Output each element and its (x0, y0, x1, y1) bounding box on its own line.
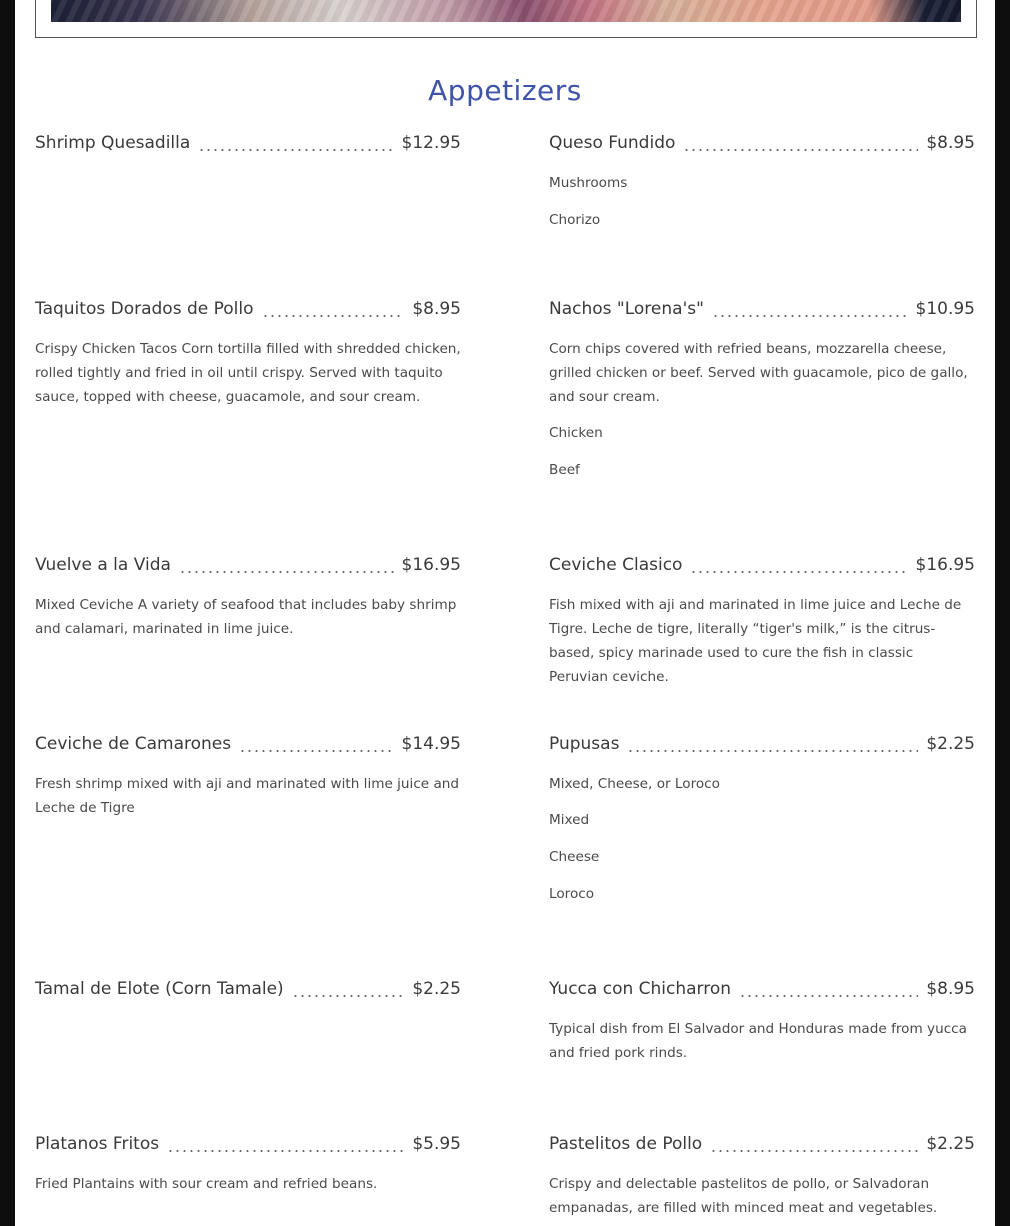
item-option: Cheese (549, 849, 600, 865)
item-name: Tamal de Elote (Corn Tamale) (35, 979, 284, 999)
item-name: Vuelve a la Vida (35, 555, 171, 575)
item-price: $8.95 (926, 133, 975, 153)
item-name: Ceviche Clasico (549, 555, 683, 575)
dot-leader (627, 739, 918, 753)
dot-leader (683, 138, 918, 152)
menu-item-taquitos (35, 299, 461, 409)
item-price: $10.95 (915, 299, 975, 319)
item-price: $8.95 (412, 299, 461, 319)
item-option: Chorizo (549, 212, 601, 228)
menu-page (15, 0, 995, 1226)
item-price: $2.25 (926, 1134, 975, 1154)
item-option: Beef (549, 462, 580, 478)
item-description: Mixed, Cheese, or Loroco (549, 776, 720, 792)
item-option: Mushrooms (549, 175, 628, 191)
dot-leader (198, 138, 393, 152)
item-price: $12.95 (401, 133, 461, 153)
item-description: Fish mixed with aji and marinated in lime juice and Leche de Tigre. Leche de tigre, literally “tiger's milk,” is the citrus-based, spicy marinade used to cure the fish in classic Peruvian ceviche. (549, 597, 962, 685)
dot-leader (167, 1139, 404, 1153)
menu-item-nachos (549, 299, 975, 495)
item-name: Pupusas (549, 734, 620, 754)
item-option: Chicken (549, 425, 603, 441)
dot-leader (292, 984, 405, 998)
item-price: $14.95 (401, 734, 461, 754)
dot-leader (262, 304, 405, 318)
item-option: Mixed (549, 812, 590, 828)
item-price: $5.95 (412, 1134, 461, 1154)
item-option: Loroco (549, 886, 595, 902)
item-description: Fresh shrimp mixed with aji and marinated with lime juice and Leche de Tigre (35, 776, 460, 816)
item-description: Typical dish from El Salvador and Honduras made from yucca and fried pork rinds. (549, 1021, 967, 1061)
dot-leader (710, 1139, 918, 1153)
menu-item-ceviche-de-camarones (35, 734, 461, 820)
dot-leader (239, 739, 393, 753)
menu-item-platanos-fritos (35, 1134, 461, 1196)
menu-item-vuelve-a-la-vida (35, 555, 461, 641)
item-price: $8.95 (926, 979, 975, 999)
item-description: Mixed Ceviche A variety of seafood that includes baby shrimp and calamari, marinated in lime juice. (35, 597, 457, 637)
menu-item-tamal-de-elote (35, 979, 461, 1003)
item-price: $16.95 (401, 555, 461, 575)
item-description: Corn chips covered with refried beans, mozzarella cheese, grilled chicken or beef. Served with guacamole, pico de gallo, and sour cream. (549, 341, 968, 405)
item-name: Shrimp Quesadilla (35, 133, 191, 153)
item-price: $16.95 (915, 555, 975, 575)
menu-item-yucca-con-chicharron (549, 979, 975, 1065)
item-name: Queso Fundido (549, 133, 676, 153)
item-name: Platanos Fritos (35, 1134, 160, 1154)
dot-leader (179, 560, 394, 574)
menu-item-pupusas (549, 734, 975, 919)
item-price: $2.25 (412, 979, 461, 999)
dot-leader (712, 304, 908, 318)
item-name: Taquitos Dorados de Pollo (35, 299, 254, 319)
item-description: Crispy Chicken Tacos Corn tortilla filled with shredded chicken, rolled tightly and fried in oil until crispy. Served with taquito sauce, topped with cheese, guacamole, and sour cream. (35, 341, 461, 405)
menu-item-ceviche-clasico (549, 555, 975, 689)
item-description: Fried Plantains with sour cream and refried beans. (35, 1176, 378, 1192)
section-title: Appetizers (428, 74, 582, 107)
item-name: Ceviche de Camarones (35, 734, 232, 754)
menu-item-pastelitos-de-pollo (549, 1134, 975, 1220)
item-name: Pastelitos de Pollo (549, 1134, 703, 1154)
menu-item-shrimp-quesadilla (35, 133, 461, 157)
item-description: Crispy and delectable pastelitos de pollo, or Salvadoran empanadas, are filled with minced meat and vegetables. (549, 1176, 938, 1216)
item-price: $2.25 (926, 734, 975, 754)
menu-item-queso-fundido (549, 133, 975, 245)
hero-food-image (51, 0, 961, 22)
hero-image-frame (35, 0, 977, 38)
item-name: Nachos "Lorena's" (549, 299, 704, 319)
dot-leader (690, 560, 907, 574)
item-name: Yucca con Chicharron (549, 979, 732, 999)
dot-leader (739, 984, 918, 998)
